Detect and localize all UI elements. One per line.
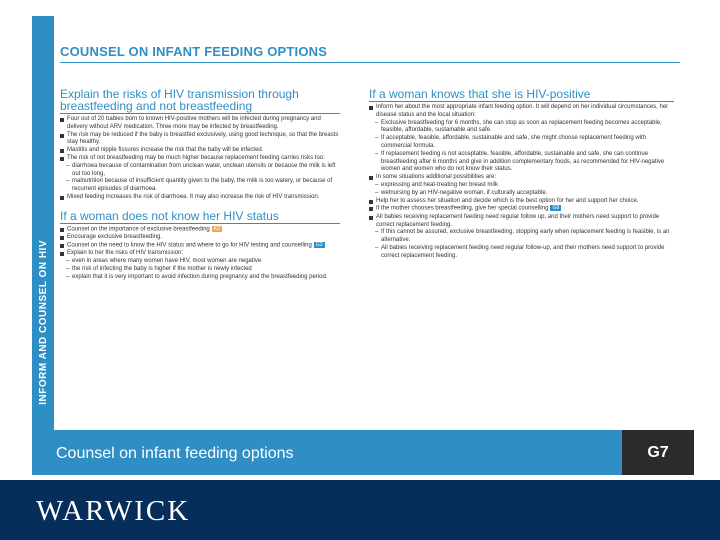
footer-title: Counsel on infant feeding options (56, 445, 294, 462)
bullet-text: Mixed feeding increases the risk of diarrhoea. It may also increase the risk of HIV transmission. (67, 193, 320, 200)
reference-tag: G8 (552, 205, 560, 212)
title-rule (60, 62, 680, 63)
bullet-item (60, 250, 340, 258)
bullet-text: Encourage exclusive breastfeeding. (67, 234, 163, 241)
warwick-logo: WARWICK (36, 495, 191, 527)
bullet-text: diarrhoea because of contamination from unclean water, unclean utensils or because the milk is left out too long, (72, 162, 336, 177)
bullet-text: Four out of 20 babies born to known HIV-positive mothers will be infected during pregnancy and delivery without ARV medication. Three more may be infected by breastfeeding. (67, 116, 321, 130)
sub-bullet-item (369, 135, 674, 151)
section-heading-risks: Explain the risks of HIV transmission through breastfeeding and not breastfeeding (60, 88, 340, 114)
bullet-item (369, 205, 674, 213)
sub-bullet-item (369, 190, 674, 198)
bullet-text: the risk of infecting the baby is higher if the mother is newly infected (72, 265, 252, 272)
bullet-item (369, 214, 674, 230)
page-code-box (622, 430, 694, 475)
section-heading-unknown-status: If a woman does not know her HIV status (60, 210, 340, 224)
bullet-item (60, 116, 340, 132)
hiv-positive-list (369, 104, 674, 261)
sub-bullet-item (369, 151, 674, 174)
bullet-text: All babies receiving replacement feeding need regular follow-up, and their mothers need support to provide correct replacement feeding. (381, 244, 665, 259)
bullet-item (60, 242, 340, 250)
section-heading-hiv-positive: If a woman knows that she is HIV-positive (369, 88, 674, 102)
sub-bullet-item (60, 163, 340, 179)
bullet-item (60, 194, 340, 202)
bullet-text: Exclusive breastfeeding for 6 months, she can stop as soon as replacement feeding becomes acceptable, feasible, affordable, sustainable and safe. (381, 119, 662, 134)
side-label-text: INFORM AND COUNSEL ON HIV (37, 240, 49, 405)
risks-list (60, 116, 340, 202)
bullet-item (60, 234, 340, 242)
bullet-item (60, 226, 340, 234)
sub-bullet-item (369, 182, 674, 190)
bullet-item (60, 155, 340, 163)
bullet-text: Mastitis and nipple fissures increase the risk that the baby will be infected. (67, 147, 264, 154)
bullet-text: If the mother chooses breastfeeding, give her special counselling (376, 205, 549, 212)
reference-tag: K2 (213, 225, 220, 232)
bullet-item (60, 147, 340, 155)
reference-tag: G3 (315, 241, 323, 248)
bullet-text: Inform her about the most appropriate infant feeding option. It will depend on her individual circumstances, her disease status and the local situation: (376, 104, 669, 118)
bullet-text: expressing and heat-treating her breast milk (381, 181, 499, 188)
page-code: G7 (647, 443, 669, 461)
bullet-text: even in areas where many women have HIV, most women are negative (72, 258, 262, 265)
bullet-text: The risk of not breastfeeding may be much higher because replacement feeding carries risks too: (67, 154, 325, 161)
bullet-text: If acceptable, feasible, affordable, sustainable and safe, she might choose replacement feeding with commercial formula. (381, 135, 647, 149)
side-label (32, 240, 54, 405)
bullet-item (369, 174, 674, 182)
document-page (54, 16, 694, 420)
bullet-item (60, 132, 340, 148)
bullet-item (369, 198, 674, 206)
bullet-text: If this cannot be assured, exclusive breastfeeding, stopping early when replacement feeding is feasible, is an alternative. (381, 229, 670, 244)
sub-bullet-item (369, 245, 674, 261)
right-column (369, 88, 674, 261)
bullet-text: wetnursing by an HIV-negative woman, if culturally acceptable. (381, 189, 548, 196)
left-column (60, 88, 340, 282)
bullet-text: Help her to assess her situation and decide which is the best option for her and support her choice. (376, 197, 639, 204)
sub-bullet-item (60, 178, 340, 194)
bullet-text: Counsel on the need to know the HIV status and where to go for HIV testing and counselling (67, 242, 312, 249)
bullet-text: The risk may be reduced if the baby is breastfed exclusively, using good technique, so that the breasts stay healthy. (67, 131, 339, 146)
bullet-text: Counsel on the importance of exclusive breastfeeding (67, 226, 210, 233)
page-title: COUNSEL ON INFANT FEEDING OPTIONS (60, 44, 328, 59)
sub-bullet-item (60, 266, 340, 274)
sub-bullet-item (60, 274, 340, 282)
bullet-text: Explain to her the risks of HIV transmission: (67, 250, 184, 257)
sub-bullet-item (369, 120, 674, 136)
unknown-status-list (60, 226, 340, 282)
bullet-text: In some situations additional possibilities are: (376, 174, 497, 181)
bullet-text: If replacement feeding is not acceptable, feasible, affordable, sustainable and safe, she can continue breastfeeding after 6 months and give in addition complementary foods, as recommended for HIV-negative women and women who do not know their status. (381, 150, 665, 173)
bullet-text: All babies receiving replacement feeding need regular follow up, and their mothers need support to provide correct replacement feeding. (376, 213, 660, 228)
sub-bullet-item (369, 229, 674, 245)
bullet-text: malnutrition because of insufficient quantity given to the baby, the milk is too watery, or because of recurrent episodes of diarrhoea. (72, 178, 333, 193)
bullet-item (369, 104, 674, 120)
sub-bullet-item (60, 258, 340, 266)
bullet-text: explain that it is very important to avoid infection during pregnancy and the breastfeeding period. (72, 273, 328, 280)
